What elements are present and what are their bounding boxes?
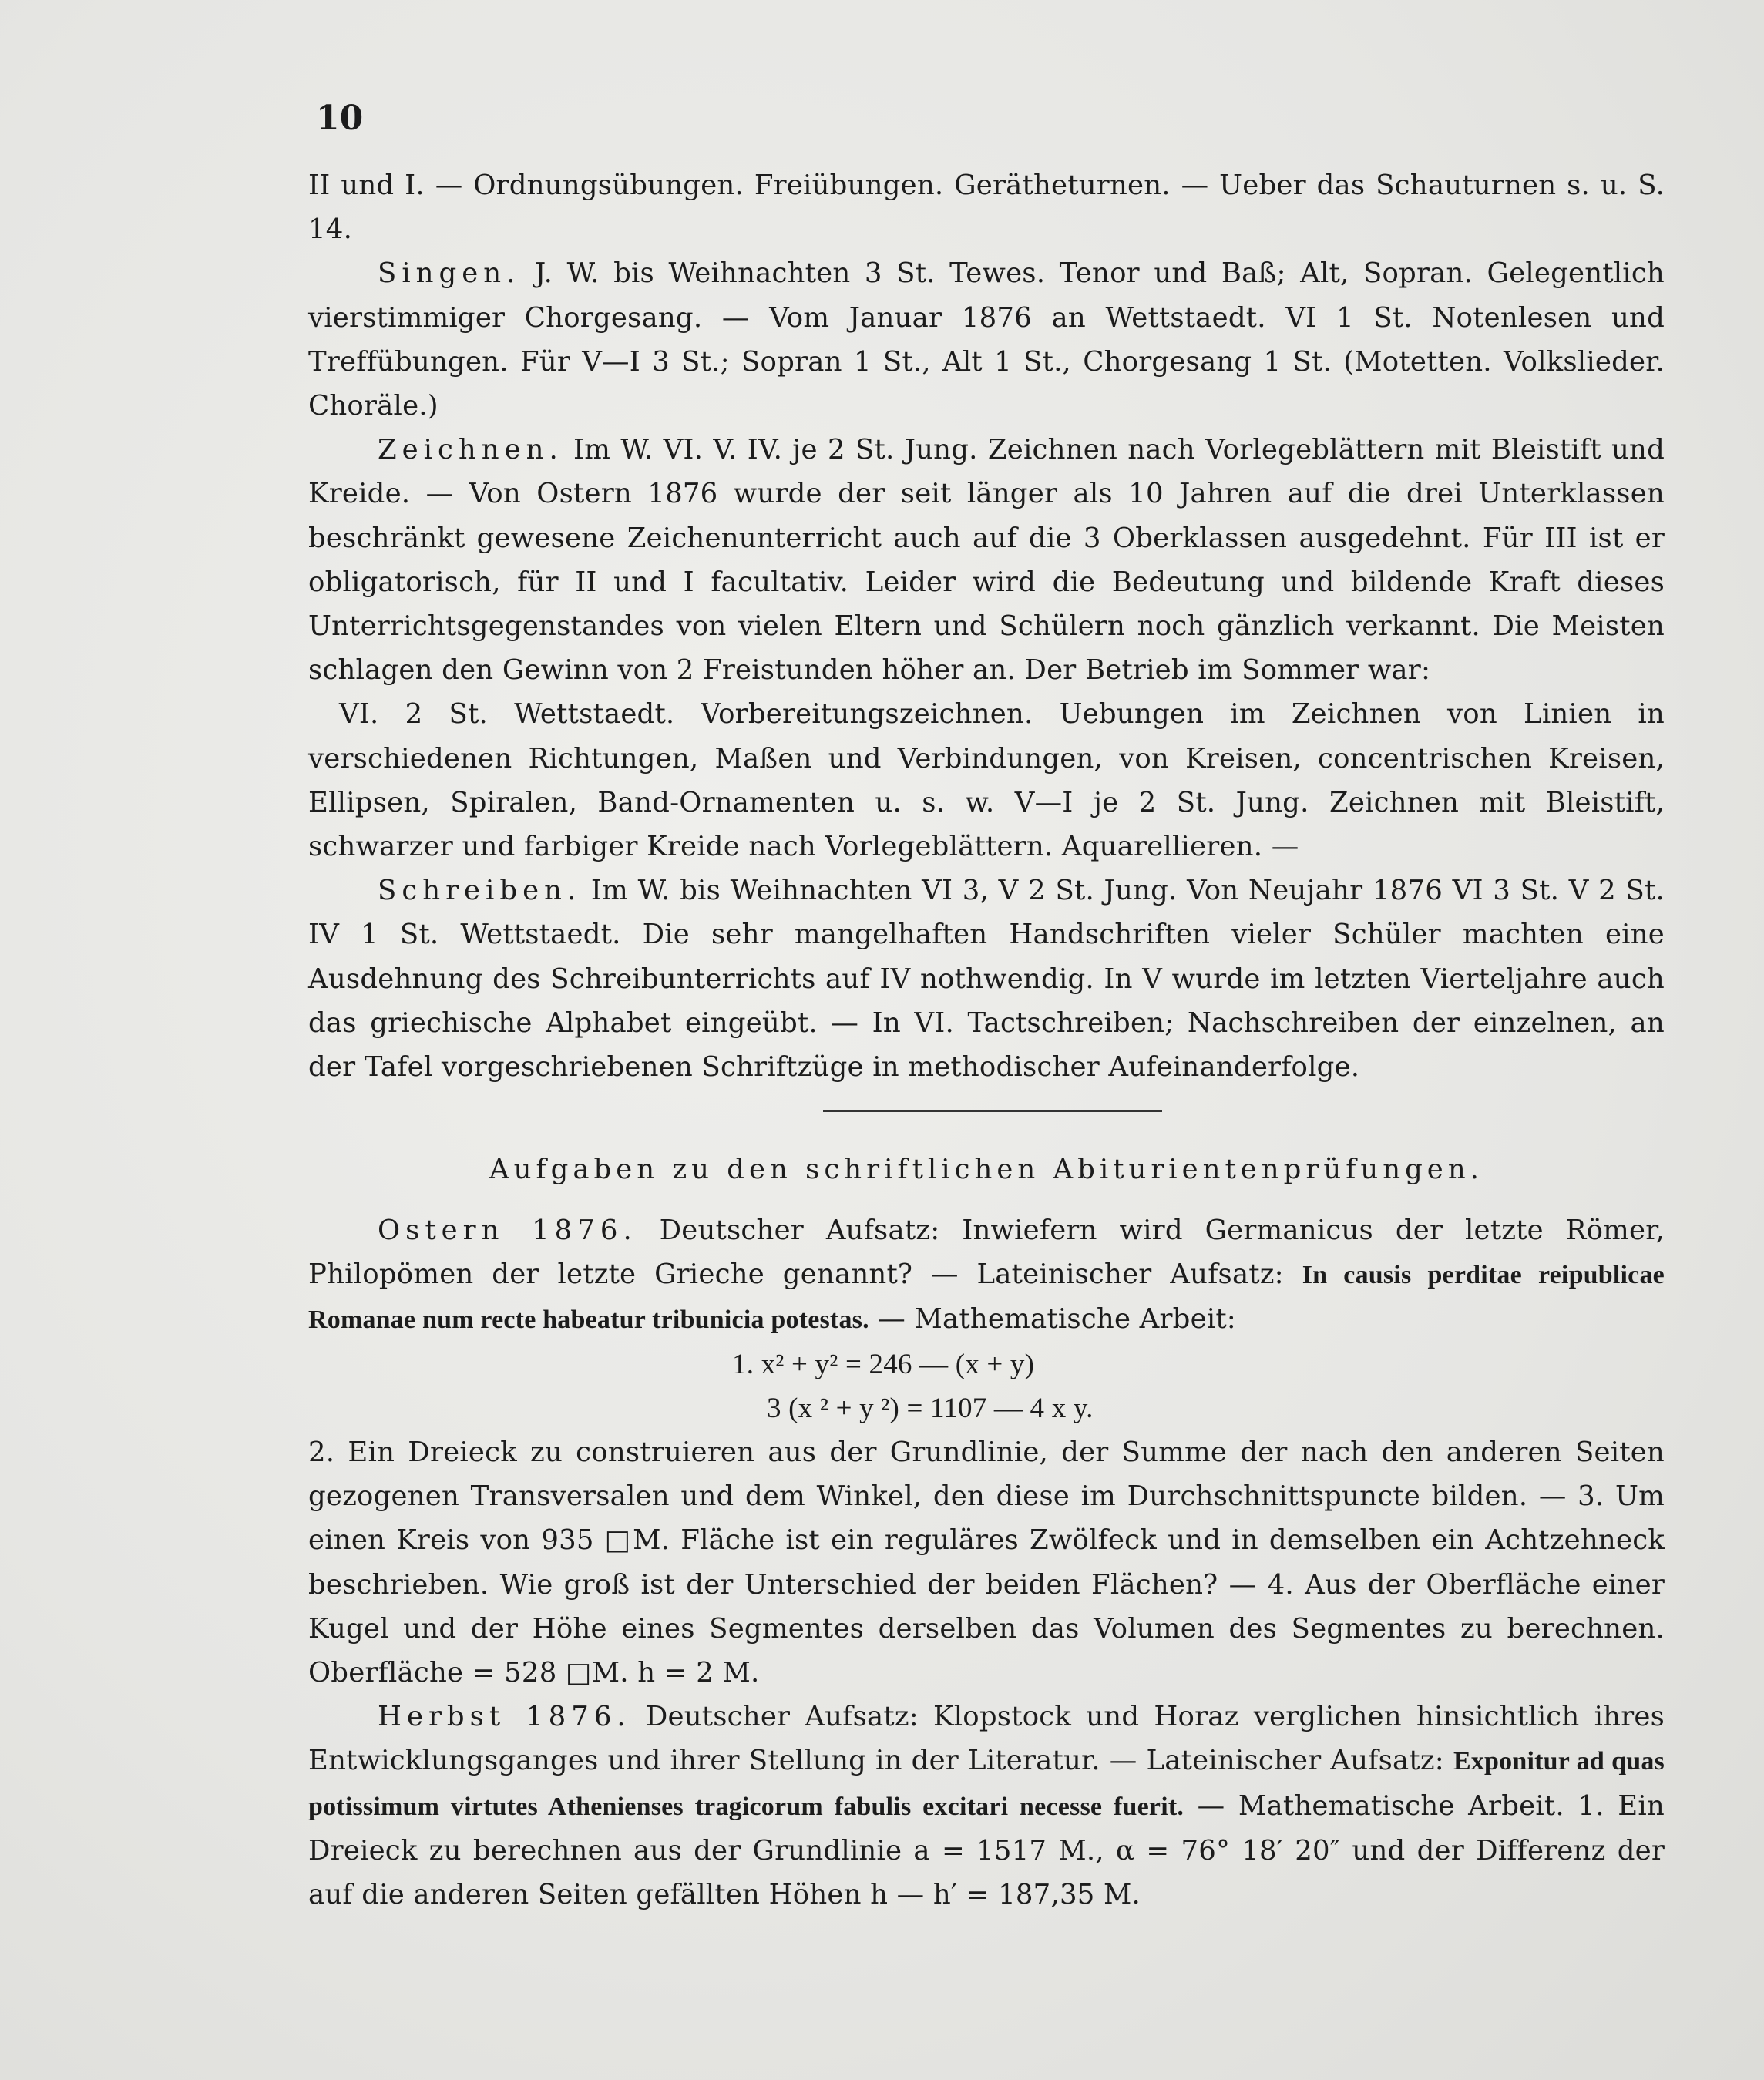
text-zeichnen: Im W. VI. V. IV. je 2 St. Jung. Zeichnen nach Vorlegeblättern mit Bleistift und Kreide. — Von Ostern 1876 wurde der seit länger als 10 Jahren auf die drei Unterklassen beschränkt gewesene Zeichenunterricht auch auf die 3 Oberklassen ausgedehnt. Für III ist er obligatorisch, für II und I facultativ. Leider wird die Bedeutung und bildende Kraft dieses Unterrichtsgegenstandes von vielen Eltern und Schülern noch gänzlich verkannt. Die Meisten schlagen den Gewinn von 2 Freistunden höher an. Der Betrieb im Sommer war: — [308, 434, 1665, 687]
section-divider — [823, 1110, 1162, 1112]
label-schreiben: Schreiben. — [378, 875, 582, 907]
text-herbst-a: Deutscher Aufsatz: Klopstock und Horaz verglichen hinsichtlich ihres Entwicklungsganges und ihrer Stellung in der Literatur. — Lateinischer Aufsatz: — [308, 1701, 1665, 1777]
paragraph-herbst — [308, 1695, 1665, 1917]
paragraph-ostern — [308, 1208, 1665, 1342]
equation-1: 1. x² + y² = 246 — (x + y) — [732, 1348, 1035, 1380]
text-herbst-b: — Mathematische Arbeit. 1. Ein Dreieck zu berechnen aus der Grundlinie a = 1517 M., α = 76° 18′ 20″ und der Differenz der auf die anderen Seiten gefällten Höhen h — h′ = 187,35 M. — [308, 1789, 1665, 1911]
paragraph-zeichnen-sommer: VI. 2 St. Wettstaedt. Vorbereitungszeichnen. Uebungen im Zeichnen von Linien in verschiedenen Richtungen, Maßen und Verbindungen, von Kreisen, concentrischen Kreisen, Ellipsen, Spiralen, Band-Ornamenten u. s. w. V—I je 2 St. Jung. Zeichnen mit Bleistift, schwarzer und farbiger Kreide nach Vorlegeblättern. Aquarellieren. — — [308, 698, 1665, 863]
paragraph-singen — [308, 251, 1665, 428]
paragraph-ostern-tasks: 2. Ein Dreieck zu construieren aus der Grundlinie, der Summe der nach den anderen Seiten gezogenen Transversalen und dem Winkel, den diese im Durchschnittspuncte bilden. — 3. Um einen Kreis von 935 □M. Fläche ist ein reguläres Zwölfeck und in demselben ein Achtzehneck beschrieben. Wie groß ist der Unterschied der beiden Flächen? — 4. Aus der Oberfläche einer Kugel und der Höhe eines Segmentes derselben das Volumen des Segmentes zu berechnen. Oberfläche = 528 □M. h = 2 M. — [308, 1437, 1665, 1689]
equation-2: 3 (x ² + y ²) = 1107 — 4 x y. — [767, 1392, 1094, 1424]
label-singen: Singen. — [378, 257, 521, 290]
section-heading: Aufgaben zu den schriftlichen Abiturientenprüfungen. — [489, 1154, 1483, 1185]
text-ostern-b: — Mathematische Arbeit: — [878, 1303, 1236, 1336]
section-subjects — [308, 163, 1665, 1089]
text-ostern-a: Deutscher Aufsatz: Inwiefern wird Germanicus der letzte Römer, Philopömen der letzte Grieche genannt? — Lateinischer Aufsatz: — [308, 1215, 1665, 1291]
latin-herbst: Exponitur ad quas potissimum virtutes Athenienses tragicorum fabulis excitari necesse fuerit. — [308, 1747, 1665, 1821]
paragraph-zeichnen — [308, 428, 1665, 692]
label-zeichnen: Zeichnen. — [378, 434, 563, 466]
text-schreiben: Im W. bis Weihnachten VI 3, V 2 St. Jung. Von Neujahr 1876 VI 3 St. V 2 St. IV 1 St. Wettstaedt. Die sehr mangelhaften Handschriften vieler Schüler machten eine Ausdehnung des Schreibunterrichts auf IV nothwendig. In V wurde im letzten Vierteljahre auch das griechische Alphabet eingeübt. — In VI. Tactschreiben; Nachschreiben der einzelnen, an der Tafel vorgeschriebenen Schriftzüge in methodischer Aufeinanderfolge. — [308, 875, 1665, 1084]
section-exams — [308, 1208, 1665, 1917]
paragraph-schreiben — [308, 869, 1665, 1089]
paragraph-turnen: II und I. — Ordnungsübungen. Freiübungen. Gerätheturnen. — Ueber das Schauturnen s. u. S. 14. — [308, 170, 1665, 246]
text-singen: J. W. bis Weihnachten 3 St. Tewes. Tenor und Baß; Alt, Sopran. Gelegentlich vierstimmiger Chorgesang. — Vom Januar 1876 an Wettstaedt. VI 1 St. Notenlesen und Treffübungen. Für V—I 3 St.; Sopran 1 St., Alt 1 St., Chorgesang 1 St. (Motetten. Volkslieder. Choräle.) — [308, 257, 1665, 422]
latin-ostern: In causis perditae reipublicae Romanae num recte habeatur tribunicia potestas. — [308, 1261, 1665, 1335]
page-number: 10 — [316, 99, 364, 138]
label-herbst: Herbst 1876. — [378, 1701, 631, 1733]
label-ostern: Ostern 1876. — [378, 1215, 637, 1246]
